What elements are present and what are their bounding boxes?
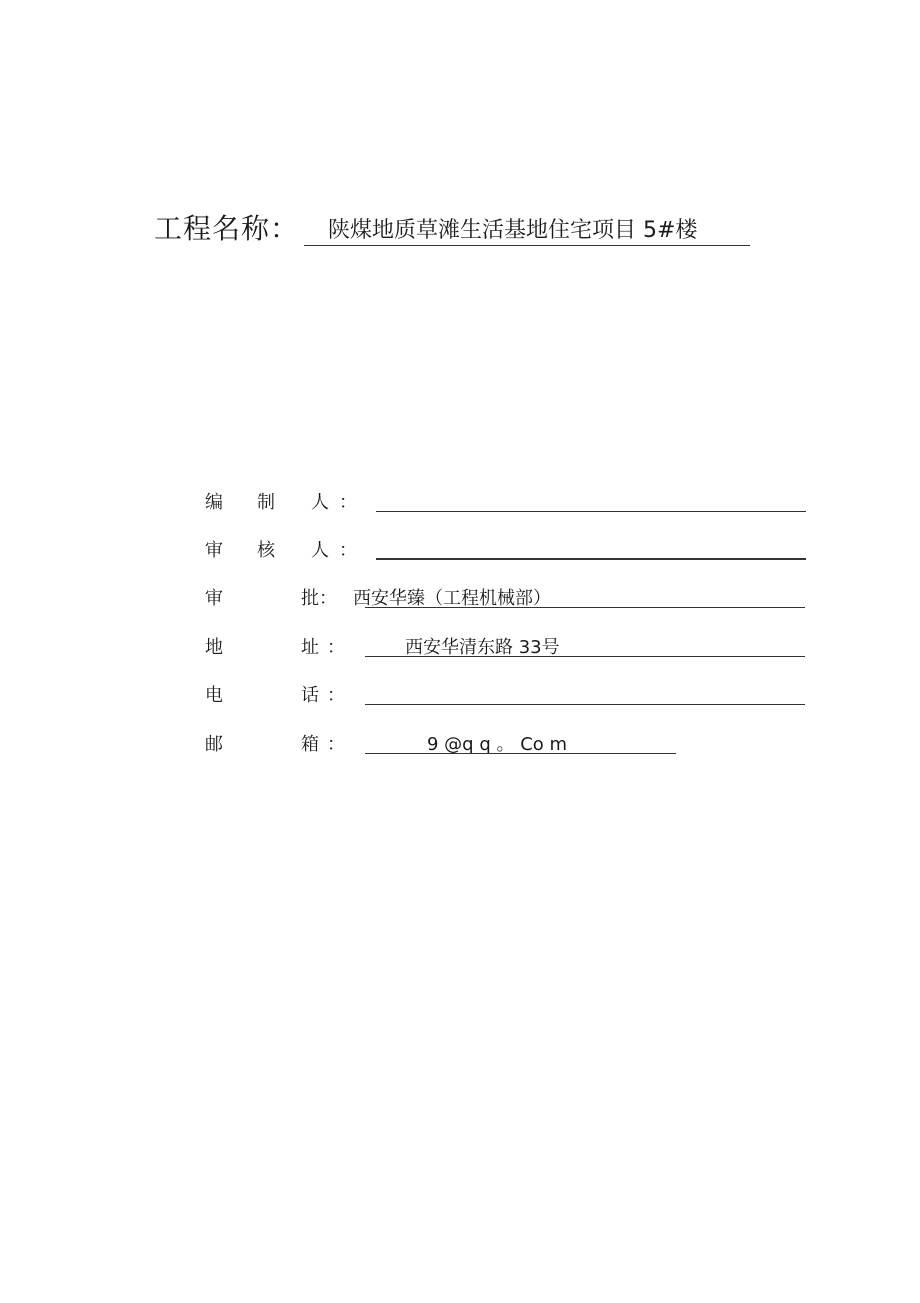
label-char: 人: [311, 492, 329, 513]
label-char: 审: [205, 540, 223, 561]
field-underline: [376, 558, 806, 560]
label-char: 邮: [205, 734, 223, 755]
project-name-value: 陕煤地质草滩生活基地住宅项目 5#楼: [328, 218, 698, 243]
field-compiler: [205, 490, 815, 520]
field-underline: [365, 704, 805, 705]
project-title-row: [154, 203, 774, 253]
label-char: 制: [257, 492, 275, 513]
field-value: 9 @q q 。 Co m: [427, 734, 568, 755]
field-value: 西安华臻（工程机械部）: [353, 588, 551, 609]
label-char: ：: [327, 685, 345, 706]
label-char: 地: [205, 637, 223, 658]
field-address: [205, 635, 815, 665]
field-value: 西安华清东路 33号: [405, 637, 560, 658]
field-reviewer: [205, 538, 815, 568]
field-underline: [365, 656, 805, 657]
label-char: 审: [205, 588, 223, 609]
field-email: [205, 732, 815, 762]
label-char: 址: [301, 637, 319, 658]
project-name-label: 工程名称：: [154, 212, 300, 245]
label-char: ：: [339, 540, 357, 561]
label-char: 电: [205, 685, 223, 706]
field-underline: [376, 511, 806, 512]
field-phone: [205, 683, 815, 713]
label-char: 批：: [301, 588, 337, 609]
label-char: 箱: [301, 734, 319, 755]
label-char: ：: [327, 734, 345, 755]
label-char: 人: [311, 540, 329, 561]
field-underline: [365, 753, 676, 754]
label-char: 话: [301, 685, 319, 706]
project-name-underline: [304, 245, 750, 246]
field-underline: [365, 607, 805, 608]
label-char: ：: [339, 492, 357, 513]
field-approver: [205, 586, 815, 616]
label-char: ：: [327, 637, 345, 658]
label-char: 编: [205, 492, 223, 513]
label-char: 核: [257, 540, 275, 561]
